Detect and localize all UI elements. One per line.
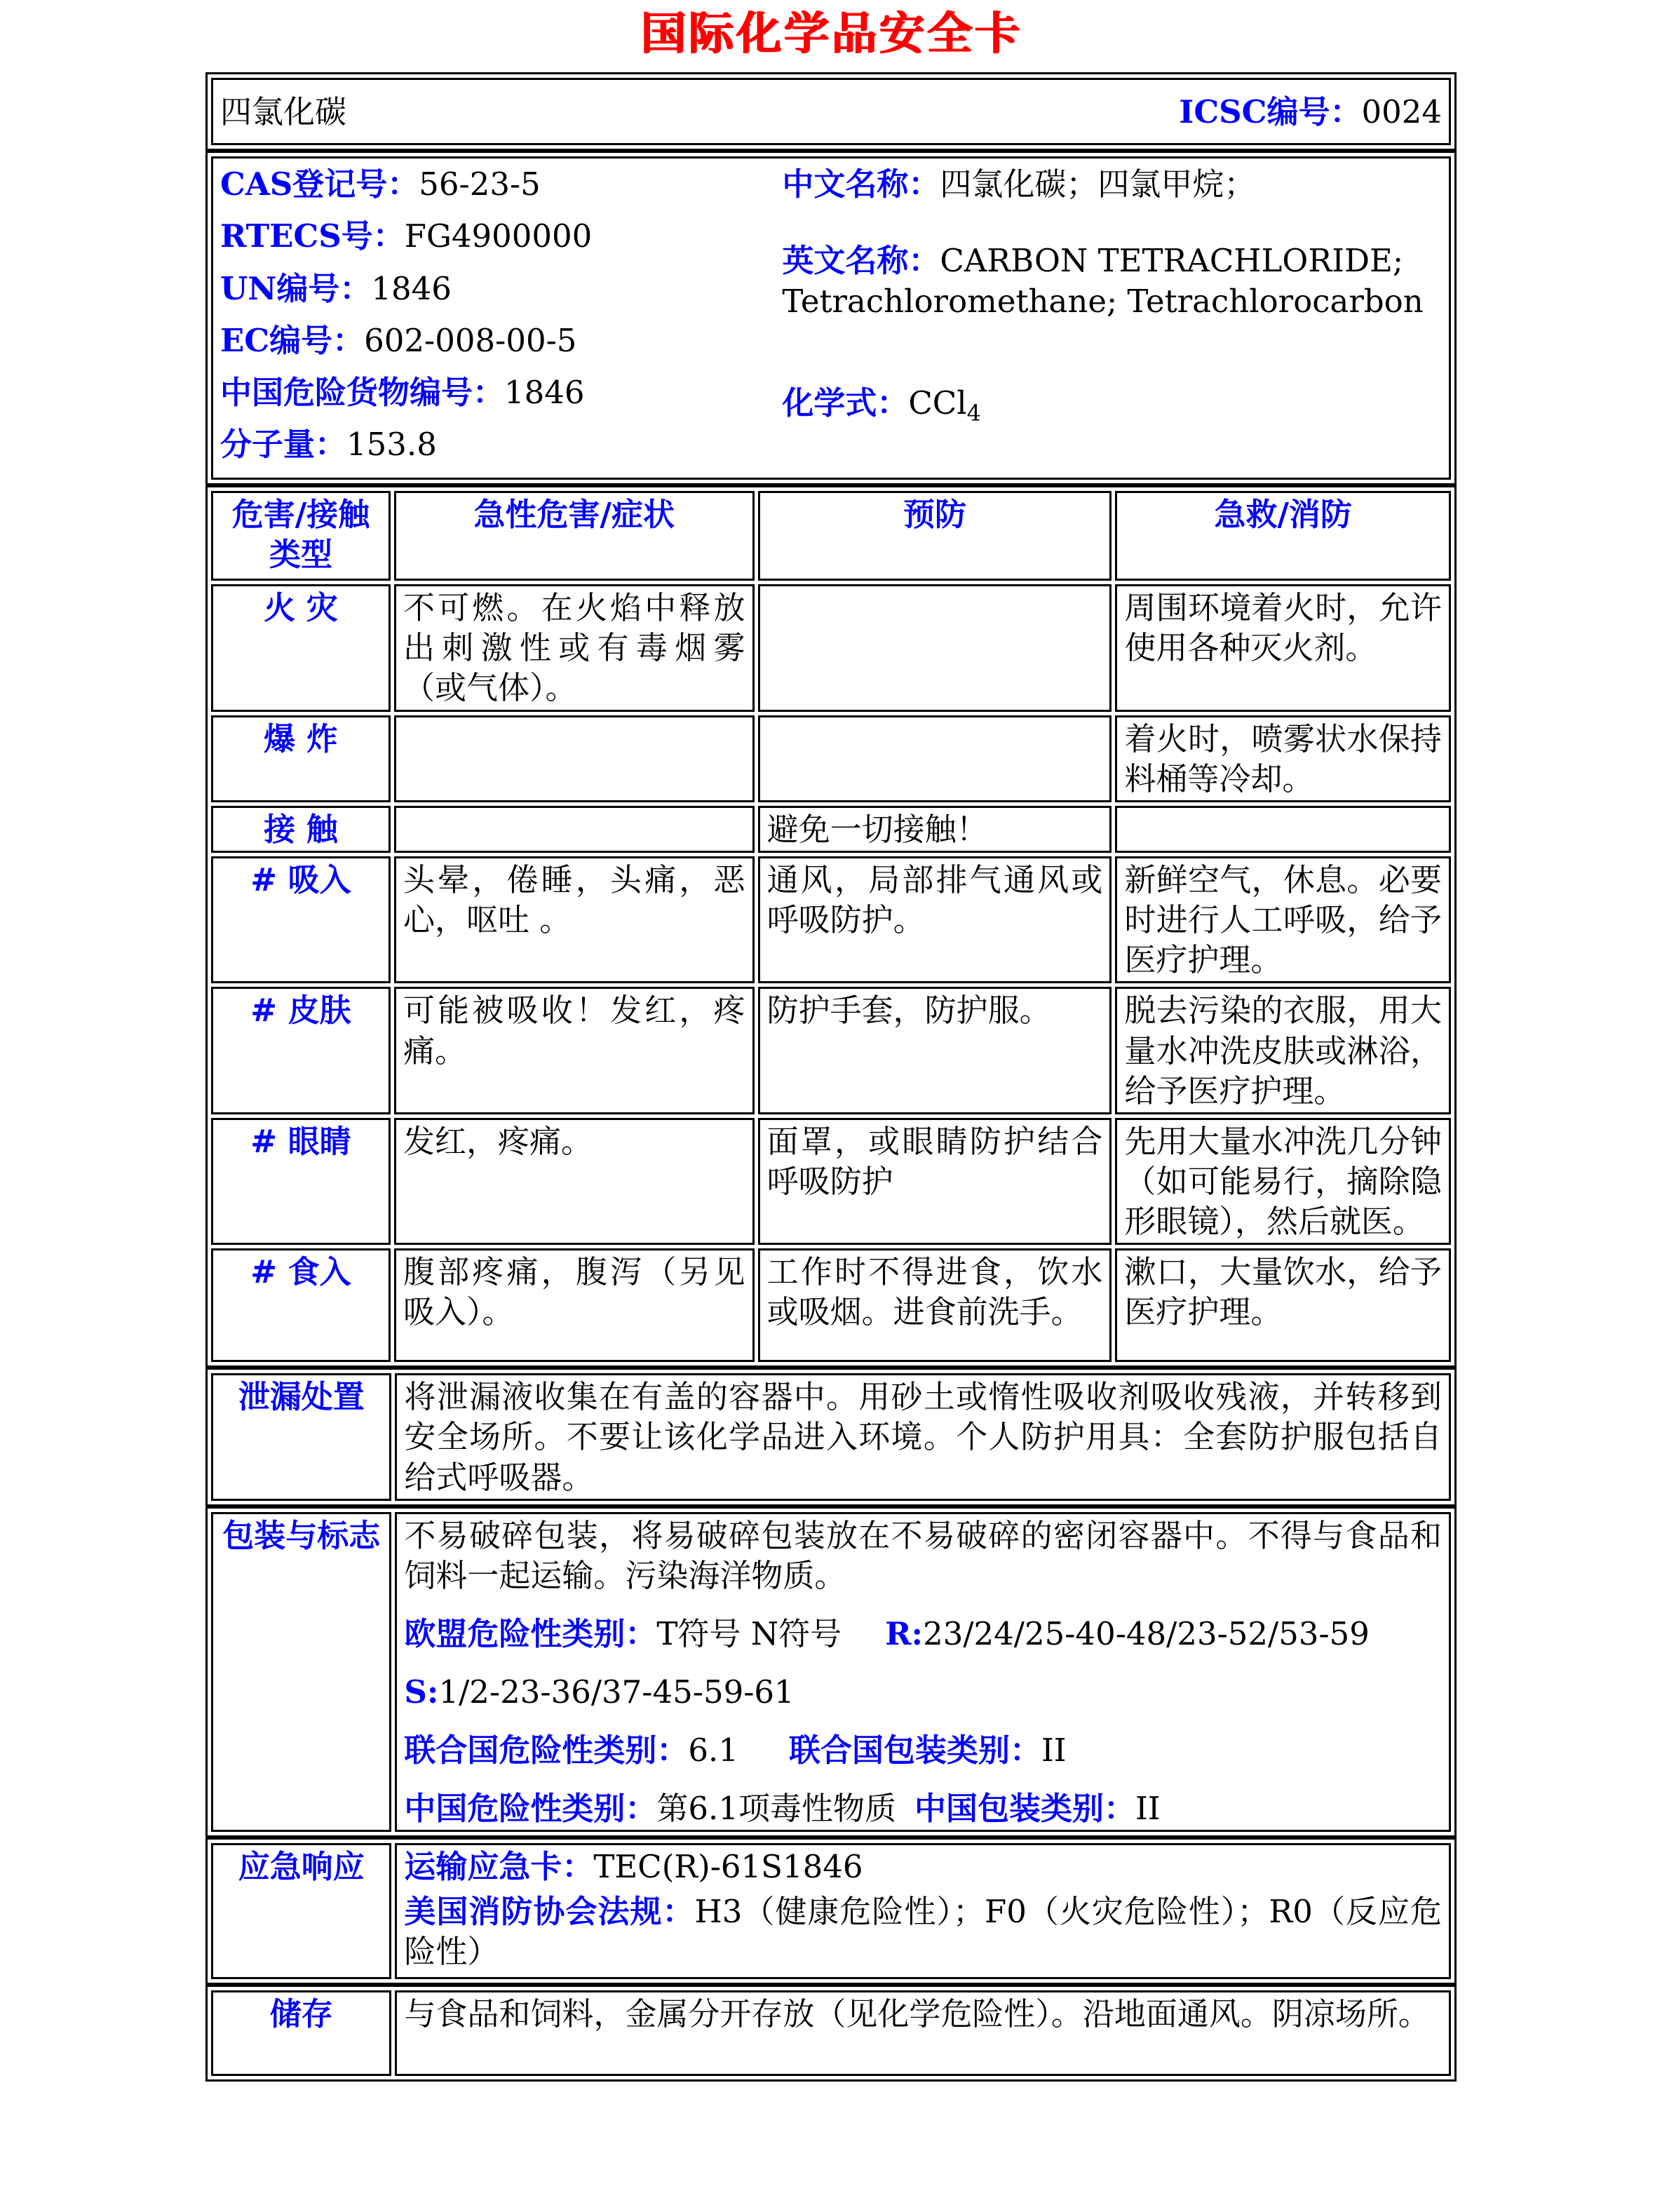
packaging-intro: 不易破碎包装，将易破碎包装放在不易破碎的密闭容器中。不得与食品和饲料一起运输。污染海洋物质。 bbox=[404, 1516, 1442, 1594]
inhalation-prevention: 通风，局部排气通风或呼吸防护。 bbox=[758, 856, 1112, 983]
spill-label: 泄漏处置 bbox=[211, 1373, 391, 1500]
header-row bbox=[211, 78, 1451, 145]
exposure-prevention: 避免一切接触！ bbox=[758, 806, 1112, 853]
nfpa-label: 美国消防协会法规： bbox=[404, 1892, 695, 1930]
transport-card-value: TEC(R)-61S1846 bbox=[593, 1848, 863, 1886]
col-header-firstaid: 急救/消防 bbox=[1115, 491, 1451, 581]
row-label-fire: 火 灾 bbox=[211, 584, 391, 711]
storage-table bbox=[205, 1985, 1457, 2082]
identifier-rtecs bbox=[220, 216, 782, 256]
nfpa-value: H3（健康危险性）；F0（火灾危险性）；R0（反应危险性） bbox=[404, 1892, 1442, 1970]
un-pack-value: II bbox=[1041, 1732, 1067, 1769]
un-value: 1846 bbox=[371, 269, 452, 307]
storage-text: 与食品和饲料，金属分开存放（见化学危险性）。沿地面通风。阴凉场所。 bbox=[395, 1990, 1451, 2076]
english-name-line bbox=[782, 241, 1442, 321]
eyes-prevention: 面罩，或眼睛防护结合呼吸防护 bbox=[758, 1118, 1112, 1245]
hazard-row-skin bbox=[211, 987, 1451, 1114]
chinese-name-label: 中文名称： bbox=[782, 166, 940, 203]
packaging-content bbox=[395, 1512, 1451, 1833]
cn-hazard-label: 中国危险性类别： bbox=[404, 1790, 657, 1828]
col-header-symptoms: 急性危害/症状 bbox=[394, 491, 755, 581]
fire-prevention bbox=[758, 584, 1112, 711]
identifier-un bbox=[220, 269, 782, 309]
formula-subscript: 4 bbox=[966, 399, 981, 426]
english-name-value-2: Tetrachloromethane; Tetrachlorocarbon bbox=[782, 282, 1424, 320]
substance-name: 四氯化碳 bbox=[220, 93, 347, 130]
storage-label: 储存 bbox=[211, 1990, 391, 2076]
formula-line bbox=[782, 383, 1442, 428]
cn-class-line bbox=[404, 1788, 1442, 1828]
eu-hazard-symbols: T符号 N符号 bbox=[656, 1614, 842, 1652]
nfpa-line bbox=[404, 1891, 1442, 1971]
hazard-row-explosion bbox=[211, 715, 1451, 802]
identifiers-cell bbox=[211, 156, 1451, 480]
cn-pack-label: 中国包装类别： bbox=[914, 1790, 1135, 1828]
identifier-cas bbox=[220, 164, 782, 204]
cn-pack-value: II bbox=[1135, 1790, 1161, 1828]
un-hazard-value: 6.1 bbox=[688, 1732, 738, 1769]
un-pack-label: 联合国包装类别： bbox=[788, 1732, 1041, 1769]
spill-table bbox=[205, 1368, 1457, 1506]
icsc-number-group bbox=[1179, 92, 1442, 132]
un-label: UN编号： bbox=[220, 269, 372, 307]
page-title: 国际化学品安全卡 bbox=[640, 8, 1022, 60]
identifier-molweight bbox=[220, 424, 782, 464]
un-hazard-label: 联合国危险性类别： bbox=[404, 1732, 689, 1769]
skin-symptoms: 可能被吸收！发红，疼痛。 bbox=[394, 987, 755, 1114]
row-label-ingestion: # 食入 bbox=[211, 1248, 391, 1362]
chinese-name-value: 四氯化碳；四氯甲烷； bbox=[940, 166, 1256, 203]
explosion-firstaid: 着火时，喷雾状水保持料桶等冷却。 bbox=[1115, 715, 1451, 802]
col-header-prevention: 预防 bbox=[758, 491, 1112, 581]
china-dg-label: 中国危险货物编号： bbox=[220, 373, 505, 411]
hazard-row-exposure bbox=[211, 806, 1451, 853]
s-phrases-value: 1/2-23-36/37-45-59-61 bbox=[438, 1673, 795, 1711]
fire-symptoms: 不可燃。在火焰中释放出刺激性或有毒烟雾（或气体）。 bbox=[394, 584, 755, 711]
emergency-content bbox=[395, 1843, 1451, 1978]
fire-firstaid: 周围环境着火时，允许使用各种灭火剂。 bbox=[1115, 584, 1451, 711]
s-phrases-line bbox=[404, 1672, 1442, 1712]
col-header-type: 危害/接触类型 bbox=[211, 491, 391, 581]
transport-card-label: 运输应急卡： bbox=[404, 1848, 594, 1886]
english-name-value-1: CARBON TETRACHLORIDE; bbox=[940, 242, 1404, 280]
formula-value: CCl bbox=[908, 384, 967, 422]
s-phrases-label: S: bbox=[404, 1673, 439, 1711]
identifier-china-dg bbox=[220, 372, 782, 412]
row-label-eyes: # 眼睛 bbox=[211, 1118, 391, 1245]
inhalation-firstaid: 新鲜空气，休息。必要时进行人工呼吸，给予医疗护理。 bbox=[1115, 856, 1451, 983]
molweight-label: 分子量： bbox=[220, 425, 347, 463]
rtecs-label: RTECS号： bbox=[220, 217, 405, 255]
packaging-table bbox=[205, 1506, 1457, 1838]
eu-hazard-label: 欧盟危险性类别： bbox=[404, 1614, 657, 1652]
row-label-inhalation: # 吸入 bbox=[211, 856, 391, 983]
cn-hazard-value: 第6.1项毒性物质 bbox=[656, 1790, 896, 1828]
hazard-table bbox=[205, 485, 1457, 1368]
cas-label: CAS登记号： bbox=[220, 166, 419, 203]
formula-label: 化学式： bbox=[782, 384, 909, 422]
spill-text: 将泄漏液收集在有盖的容器中。用砂土或惰性吸收剂吸收残液，并转移到安全场所。不要让该化学品进入环境。个人防护用具：全套防护服包括自给式呼吸器。 bbox=[395, 1373, 1451, 1500]
eyes-firstaid: 先用大量水冲洗几分钟（如可能易行，摘除隐形眼镜），然后就医。 bbox=[1115, 1118, 1451, 1245]
row-label-explosion: 爆 炸 bbox=[211, 715, 391, 802]
ec-value: 602-008-00-5 bbox=[364, 321, 577, 359]
hazard-row-ingestion bbox=[211, 1248, 1451, 1362]
row-label-exposure: 接 触 bbox=[211, 806, 391, 853]
ingestion-firstaid: 漱口，大量饮水，给予医疗护理。 bbox=[1115, 1248, 1451, 1362]
names-block bbox=[782, 160, 1442, 476]
cas-value: 56-23-5 bbox=[419, 166, 541, 203]
icsc-number: 0024 bbox=[1361, 93, 1442, 130]
emergency-label: 应急响应 bbox=[211, 1843, 391, 1978]
transport-card-line bbox=[404, 1847, 1442, 1887]
exposure-symptoms bbox=[394, 806, 755, 853]
row-label-skin: # 皮肤 bbox=[211, 987, 391, 1114]
emergency-table bbox=[205, 1837, 1457, 1984]
identifiers-table bbox=[205, 151, 1457, 485]
china-dg-value: 1846 bbox=[504, 373, 585, 411]
icsc-label: ICSC编号： bbox=[1179, 93, 1362, 130]
r-phrases-label: R: bbox=[885, 1614, 924, 1652]
chinese-name-line bbox=[782, 164, 1442, 204]
explosion-prevention bbox=[758, 715, 1112, 802]
identifier-ec bbox=[220, 321, 782, 360]
page bbox=[0, 6, 1662, 2082]
header-table bbox=[205, 72, 1457, 151]
explosion-symptoms bbox=[394, 715, 755, 802]
eyes-symptoms: 发红，疼痛。 bbox=[394, 1118, 755, 1245]
skin-prevention: 防护手套，防护服。 bbox=[758, 987, 1112, 1114]
hazard-row-inhalation bbox=[211, 856, 1451, 983]
packaging-label: 包装与标志 bbox=[211, 1512, 391, 1833]
english-name-label: 英文名称： bbox=[782, 242, 940, 280]
exposure-firstaid bbox=[1115, 806, 1451, 853]
hazard-header-row bbox=[211, 491, 1451, 581]
skin-firstaid: 脱去污染的衣服，用大量水冲洗皮肤或淋浴，给予医疗护理。 bbox=[1115, 987, 1451, 1114]
safety-card bbox=[205, 72, 1457, 2082]
r-phrases-value: 23/24/25-40-48/23-52/53-59 bbox=[923, 1614, 1370, 1652]
un-class-line bbox=[404, 1730, 1442, 1770]
identifier-list bbox=[220, 160, 782, 476]
hazard-row-eyes bbox=[211, 1118, 1451, 1245]
hazard-row-fire bbox=[211, 584, 1451, 711]
ingestion-prevention: 工作时不得进食，饮水或吸烟。进食前洗手。 bbox=[758, 1248, 1112, 1362]
ec-label: EC编号： bbox=[220, 321, 365, 359]
rtecs-value: FG4900000 bbox=[404, 217, 593, 255]
ingestion-symptoms: 腹部疼痛，腹泻（另见吸入）。 bbox=[394, 1248, 755, 1362]
inhalation-symptoms: 头晕，倦睡，头痛，恶心，呕吐 。 bbox=[394, 856, 755, 983]
molweight-value: 153.8 bbox=[346, 425, 437, 463]
eu-hazard-line bbox=[404, 1614, 1442, 1654]
